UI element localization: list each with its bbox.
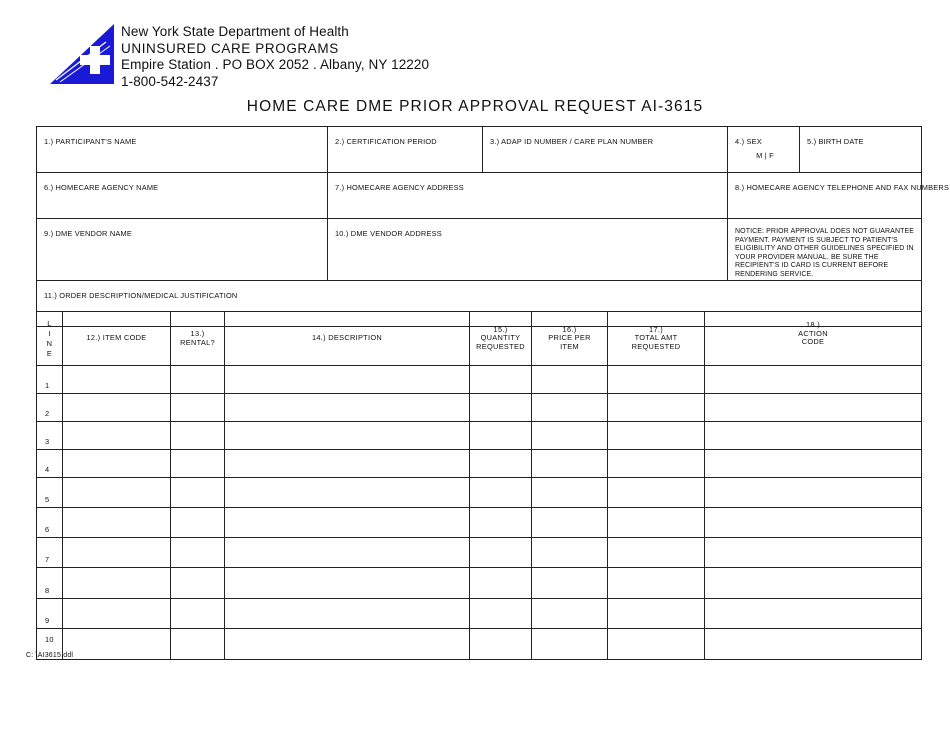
birth-date-field[interactable]: 5.) BIRTH DATE	[800, 127, 922, 173]
item-code-cell[interactable]	[63, 450, 171, 478]
item-code-cell[interactable]	[63, 366, 171, 394]
notice-box	[728, 219, 922, 281]
quantity-cell[interactable]	[470, 450, 532, 478]
quantity-cell[interactable]	[470, 629, 532, 660]
description-cell[interactable]	[225, 422, 470, 450]
column-header-price-per-item: 16.) PRICE PER ITEM	[532, 312, 608, 366]
rental-cell[interactable]	[171, 478, 225, 508]
table-row	[37, 538, 922, 568]
table-row	[37, 508, 922, 538]
org-name: New York State Department of Health	[121, 24, 349, 39]
price-cell[interactable]	[532, 478, 608, 508]
table-row	[37, 422, 922, 450]
rental-cell[interactable]	[171, 422, 225, 450]
rental-cell[interactable]	[171, 629, 225, 660]
action-code-cell[interactable]	[705, 538, 922, 568]
action-code-cell[interactable]	[705, 366, 922, 394]
total-cell[interactable]	[608, 508, 705, 538]
action-code-cell[interactable]	[705, 422, 922, 450]
price-cell[interactable]	[532, 629, 608, 660]
total-cell[interactable]	[608, 366, 705, 394]
column-header-quantity: 15.) QUANTITY REQUESTED	[470, 312, 532, 366]
total-cell[interactable]	[608, 394, 705, 422]
description-cell[interactable]	[225, 508, 470, 538]
action-code-cell[interactable]	[705, 629, 922, 660]
description-cell[interactable]	[225, 366, 470, 394]
price-cell[interactable]	[532, 450, 608, 478]
item-code-cell[interactable]	[63, 538, 171, 568]
quantity-cell[interactable]	[470, 538, 532, 568]
line-number: 3	[37, 422, 63, 450]
quantity-cell[interactable]	[470, 508, 532, 538]
total-cell[interactable]	[608, 478, 705, 508]
homecare-agency-address-field[interactable]: 7.) HOMECARE AGENCY ADDRESS	[328, 173, 728, 219]
total-cell[interactable]	[608, 422, 705, 450]
item-code-cell[interactable]	[63, 422, 171, 450]
total-cell[interactable]	[608, 568, 705, 599]
line-number: 1	[37, 366, 63, 394]
quantity-cell[interactable]	[470, 366, 532, 394]
rental-cell[interactable]	[171, 599, 225, 629]
item-code-cell[interactable]	[63, 508, 171, 538]
dme-vendor-name-field[interactable]: 9.) DME VENDOR NAME	[37, 219, 328, 281]
action-code-cell[interactable]	[705, 568, 922, 599]
items-table	[36, 311, 922, 660]
item-code-cell[interactable]	[63, 629, 171, 660]
table-row	[37, 450, 922, 478]
line-number: 9	[37, 599, 63, 629]
rental-cell[interactable]	[171, 508, 225, 538]
table-row	[37, 478, 922, 508]
table-row	[37, 599, 922, 629]
price-cell[interactable]	[532, 538, 608, 568]
line-number: 6	[37, 508, 63, 538]
form-title: HOME CARE DME PRIOR APPROVAL REQUEST AI-3615	[246, 98, 704, 115]
action-code-cell[interactable]	[705, 450, 922, 478]
rental-cell[interactable]	[171, 538, 225, 568]
dme-vendor-address-field[interactable]: 10.) DME VENDOR ADDRESS	[328, 219, 728, 281]
line-number: 8	[37, 568, 63, 599]
notice-text: NOTICE: PRIOR APPROVAL DOES NOT GUARANTEE PAYMENT. PAYMENT IS SUBJECT TO PATIENT'S ELIGIBILITY AND OTHER GUIDELINES SPECIFIED IN YOUR PROVIDER MANUAL. BE SURE THE RECIPIENT'S ID CARD IS CURRENT BEFORE RENDERING SERVICE.	[735, 228, 915, 278]
table-row	[37, 629, 922, 660]
description-cell[interactable]	[225, 568, 470, 599]
mailing-address: Empire Station . PO BOX 2052 . Albany, NY 12220	[121, 57, 430, 72]
price-cell[interactable]	[532, 599, 608, 629]
column-header-description: 14.) DESCRIPTION	[225, 312, 470, 366]
participant-name-field[interactable]: 1.) PARTICIPANT'S NAME	[37, 127, 328, 173]
price-cell[interactable]	[532, 366, 608, 394]
phone-number: 1-800-542-2437	[121, 73, 219, 89]
quantity-cell[interactable]	[470, 599, 532, 629]
program-name: UNINSURED CARE PROGRAMS	[121, 40, 339, 56]
quantity-cell[interactable]	[470, 478, 532, 508]
table-row	[37, 568, 922, 599]
quantity-cell[interactable]	[470, 394, 532, 422]
sex-options: M | F	[756, 151, 774, 160]
order-description-field[interactable]: 11.) ORDER DESCRIPTION/MEDICAL JUSTIFICATION	[37, 280, 922, 326]
rental-cell[interactable]	[171, 366, 225, 394]
description-cell[interactable]	[225, 599, 470, 629]
participant-info-grid	[36, 126, 950, 327]
action-code-cell[interactable]	[705, 599, 922, 629]
line-number: 7	[37, 538, 63, 568]
description-cell[interactable]	[225, 450, 470, 478]
price-cell[interactable]	[532, 394, 608, 422]
nys-health-logo-icon	[46, 22, 118, 86]
quantity-cell[interactable]	[470, 422, 532, 450]
column-header-line: L I N E	[37, 312, 63, 366]
rental-cell[interactable]	[171, 394, 225, 422]
price-cell[interactable]	[532, 568, 608, 599]
description-cell[interactable]	[225, 394, 470, 422]
homecare-agency-phone-field[interactable]: 8.) HOMECARE AGENCY TELEPHONE AND FAX NUMBERS	[728, 173, 922, 219]
action-code-cell[interactable]	[705, 508, 922, 538]
adap-id-field[interactable]: 3.) ADAP ID NUMBER / CARE PLAN NUMBER	[483, 127, 728, 173]
description-cell[interactable]	[225, 629, 470, 660]
price-cell[interactable]	[532, 508, 608, 538]
action-code-cell[interactable]	[705, 394, 922, 422]
column-header-total-amount: 17.) TOTAL AMT REQUESTED	[608, 312, 705, 366]
total-cell[interactable]	[608, 450, 705, 478]
column-header-rental: 13.) RENTAL?	[171, 312, 225, 366]
action-code-cell[interactable]	[705, 478, 922, 508]
item-code-cell[interactable]	[63, 599, 171, 629]
rental-cell[interactable]	[171, 450, 225, 478]
total-cell[interactable]	[608, 599, 705, 629]
item-code-cell[interactable]	[63, 478, 171, 508]
sex-field[interactable]: 4.) SEX M | F	[728, 127, 800, 173]
table-row	[37, 366, 922, 394]
line-number: 5	[37, 478, 63, 508]
line-number: 10	[37, 629, 63, 660]
table-row	[37, 394, 922, 422]
column-header-action-code: 18.) ACTION CODE	[705, 312, 922, 366]
description-cell[interactable]	[225, 538, 470, 568]
rental-cell[interactable]	[171, 568, 225, 599]
total-cell[interactable]	[608, 629, 705, 660]
document-reference: C: \AI3615.ddl	[26, 652, 74, 659]
line-number: 4	[37, 450, 63, 478]
homecare-agency-name-field[interactable]: 6.) HOMECARE AGENCY NAME	[37, 173, 328, 219]
organization-block	[121, 24, 429, 90]
quantity-cell[interactable]	[470, 568, 532, 599]
column-header-item-code: 12.) ITEM CODE	[63, 312, 171, 366]
description-cell[interactable]	[225, 478, 470, 508]
certification-period-field[interactable]: 2.) CERTIFICATION PERIOD	[328, 127, 483, 173]
item-code-cell[interactable]	[63, 394, 171, 422]
line-number: 2	[37, 394, 63, 422]
total-cell[interactable]	[608, 538, 705, 568]
price-cell[interactable]	[532, 422, 608, 450]
item-code-cell[interactable]	[63, 568, 171, 599]
